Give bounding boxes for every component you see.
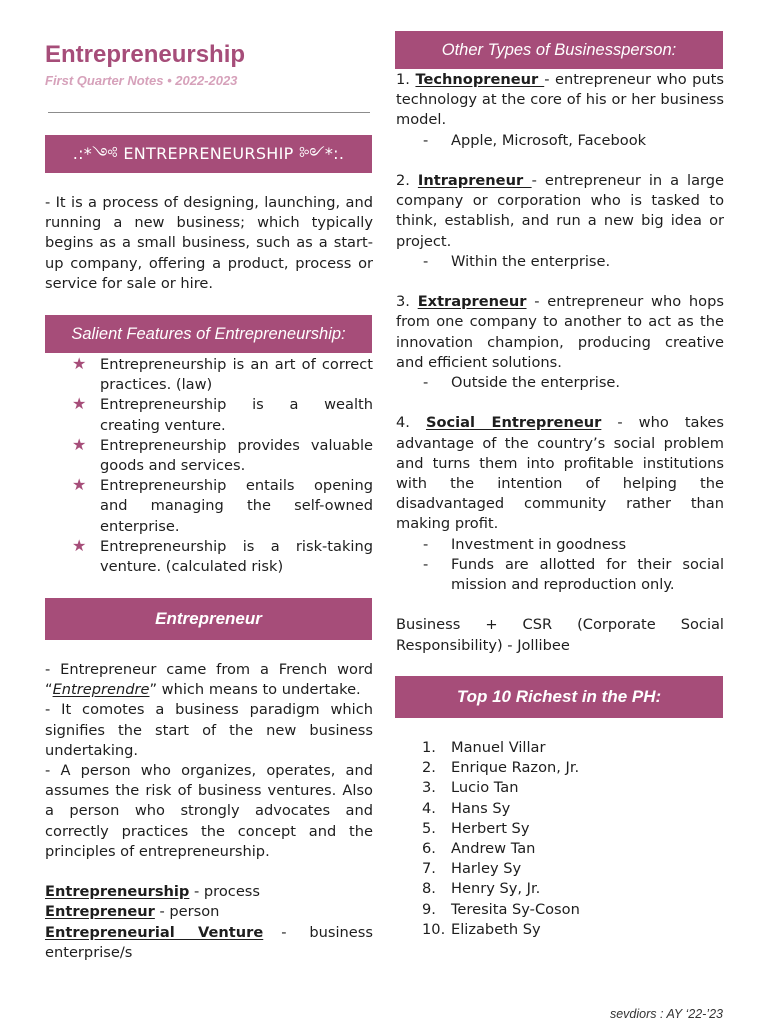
definition-text: - It is a process of designing, launching, and running a new business; which typically begins as a small business, such as a start-up company, offering a product, process or service for sale or hire. [45, 194, 373, 292]
list-item [396, 778, 724, 798]
list-item [45, 395, 373, 435]
type-num: 4. [396, 414, 426, 432]
list-item [45, 537, 373, 577]
feature-text: Entrepreneurship is an art of correct practices. (law) [100, 356, 373, 394]
list-item [396, 819, 724, 839]
rank: 3. [422, 779, 436, 797]
term-row [45, 882, 373, 902]
features-banner [45, 315, 372, 353]
list-item [45, 436, 373, 476]
star-icon: ★ [72, 434, 87, 454]
type-num: 2. [396, 172, 418, 189]
divider [48, 112, 370, 113]
person-name: Teresita Sy-Coson [451, 900, 580, 918]
rank: 6. [422, 840, 436, 858]
type-note-text: Within the enterprise. [451, 252, 611, 270]
rank: 10. [422, 920, 446, 938]
term-label: Entrepreneurship [45, 883, 190, 901]
type-num: 1. [396, 71, 416, 88]
type-term: Extrapreneur [417, 293, 527, 311]
entrepreneur-section [45, 660, 373, 963]
rank: 9. [422, 900, 436, 918]
type-note: - Outside the enterprise. [423, 374, 621, 392]
type-note: - Apple, Microsoft, Facebook [423, 131, 647, 149]
list-item [396, 879, 724, 899]
star-icon: ★ [72, 535, 87, 555]
rank: 7. [422, 860, 436, 878]
person-name: Andrew Tan [451, 840, 536, 858]
person-name: Harley Sy [451, 860, 522, 878]
feature-text: Entrepreneurship is a wealth creating venture. [100, 396, 373, 434]
rank: 8. [422, 880, 436, 898]
paradigm-text: - It comotes a business paradigm which signifies the start of the new business undertaking. [45, 701, 373, 759]
types-banner-text: Other Types of Businessperson: [441, 40, 677, 59]
type-item [396, 413, 724, 534]
type-term: Intrapreneur [417, 172, 532, 189]
features-banner-text: Salient Features of Entrepreneurship: [71, 324, 346, 343]
list-item [396, 738, 724, 758]
origin-text [45, 660, 373, 700]
person-text: - A person who organizes, operates, and assumes the risk of business ventures. Also a person who strongly advocates and correctly practices the concept and the principles of entrepreneurship. [45, 762, 373, 860]
rank: 5. [422, 819, 436, 837]
person-name: Lucio Tan [451, 779, 519, 797]
csr-text: Business + CSR (Corporate Social Responsibility) - Jollibee [396, 616, 724, 654]
type-note-text: Apple, Microsoft, Facebook [451, 131, 647, 149]
type-item [396, 292, 724, 373]
rank: 1. [422, 739, 436, 756]
features-list [45, 355, 373, 577]
list-item [396, 900, 724, 920]
person-name: Enrique Razon, Jr. [451, 759, 580, 777]
type-num: 3. [396, 293, 418, 311]
feature-text: Entrepreneurship provides valuable goods and services. [100, 436, 373, 475]
star-icon: ★ [72, 475, 87, 495]
page-title: Entrepreneurship [45, 41, 246, 68]
feature-text: Entrepreneurship entails opening and managing the self-owned enterprise. [100, 477, 373, 535]
type-desc: - who takes advantage of the country’s social problem and turns them into profitable institutions with the intention of helping the disadvantaged community rather than making profit. [396, 414, 724, 533]
type-note-text: Investment in goodness [451, 535, 627, 553]
type-item [396, 171, 724, 252]
origin-post: ” which means to undertake. [149, 681, 361, 699]
type-note: - Investment in goodness [423, 535, 627, 553]
type-note: - Within the enterprise. [423, 252, 611, 270]
type-desc: - entrepreneur who puts technology at the core of his or her business model. [396, 71, 724, 129]
list-item [396, 758, 724, 778]
list-item [45, 476, 373, 537]
term-row [45, 902, 373, 922]
origin-word: Entreprendre [52, 681, 150, 699]
richest-list [396, 738, 724, 940]
richest-banner [395, 676, 723, 718]
term-meaning: - process [189, 883, 260, 901]
page-subtitle: First Quarter Notes • 2022-2023 [45, 73, 238, 88]
list-item [45, 355, 373, 395]
list-item [396, 920, 724, 940]
entrepreneur-banner [45, 598, 372, 640]
person-name: Elizabeth Sy [451, 920, 541, 938]
term-label: Entrepreneur [45, 903, 155, 921]
feature-text: Entrepreneurship is a risk-taking venture. (calculated risk) [100, 537, 373, 576]
star-icon: ★ [72, 394, 87, 414]
type-term: Technopreneur [415, 71, 545, 88]
term-label: Entrepreneurial Venture [45, 923, 264, 941]
type-note: - Funds are allotted for their social mission and reproduction only. [423, 555, 724, 594]
person-name: Henry Sy, Jr. [451, 880, 541, 898]
type-item [396, 70, 724, 131]
entrepreneurship-banner [45, 135, 372, 173]
term-row [45, 923, 373, 963]
richest-banner-text: Top 10 Richest in the PH: [456, 686, 662, 706]
list-item [396, 799, 724, 819]
term-meaning: - person [154, 903, 220, 921]
person-name: Herbert Sy [451, 819, 530, 837]
footer-credit: sevdiors : AY ‘22-’23 [609, 1007, 723, 1021]
origin-pre: - Entrepreneur came from a French word “ [45, 661, 373, 699]
types-banner [395, 31, 723, 69]
person-name: Manuel Villar [451, 739, 546, 756]
type-desc: - entrepreneur who hops from one company to another to act as the innovation champion, producing creative and efficient solutions. [396, 293, 724, 371]
list-item [396, 839, 724, 859]
rank: 2. [422, 759, 436, 777]
type-note-text: Outside the enterprise. [451, 374, 621, 392]
rank: 4. [422, 799, 436, 817]
types-section [396, 70, 724, 656]
term-meaning: - business enterprise/s [45, 923, 373, 961]
type-desc: - entrepreneur in a large company or corporation who is tasked to think, establish, and run a new big idea or project. [396, 172, 724, 250]
type-term: Social Entrepreneur [425, 414, 602, 432]
entrepreneur-banner-text: Entrepreneur [155, 608, 262, 628]
list-item [396, 859, 724, 879]
person-name: Hans Sy [451, 799, 511, 817]
star-icon: ★ [72, 354, 87, 373]
entrepreneurship-banner-text: .:*༺ ENTREPRENEURSHIP ༻*:. [72, 143, 345, 163]
type-note-text: Funds are allotted for their social mission and reproduction only. [451, 555, 724, 594]
